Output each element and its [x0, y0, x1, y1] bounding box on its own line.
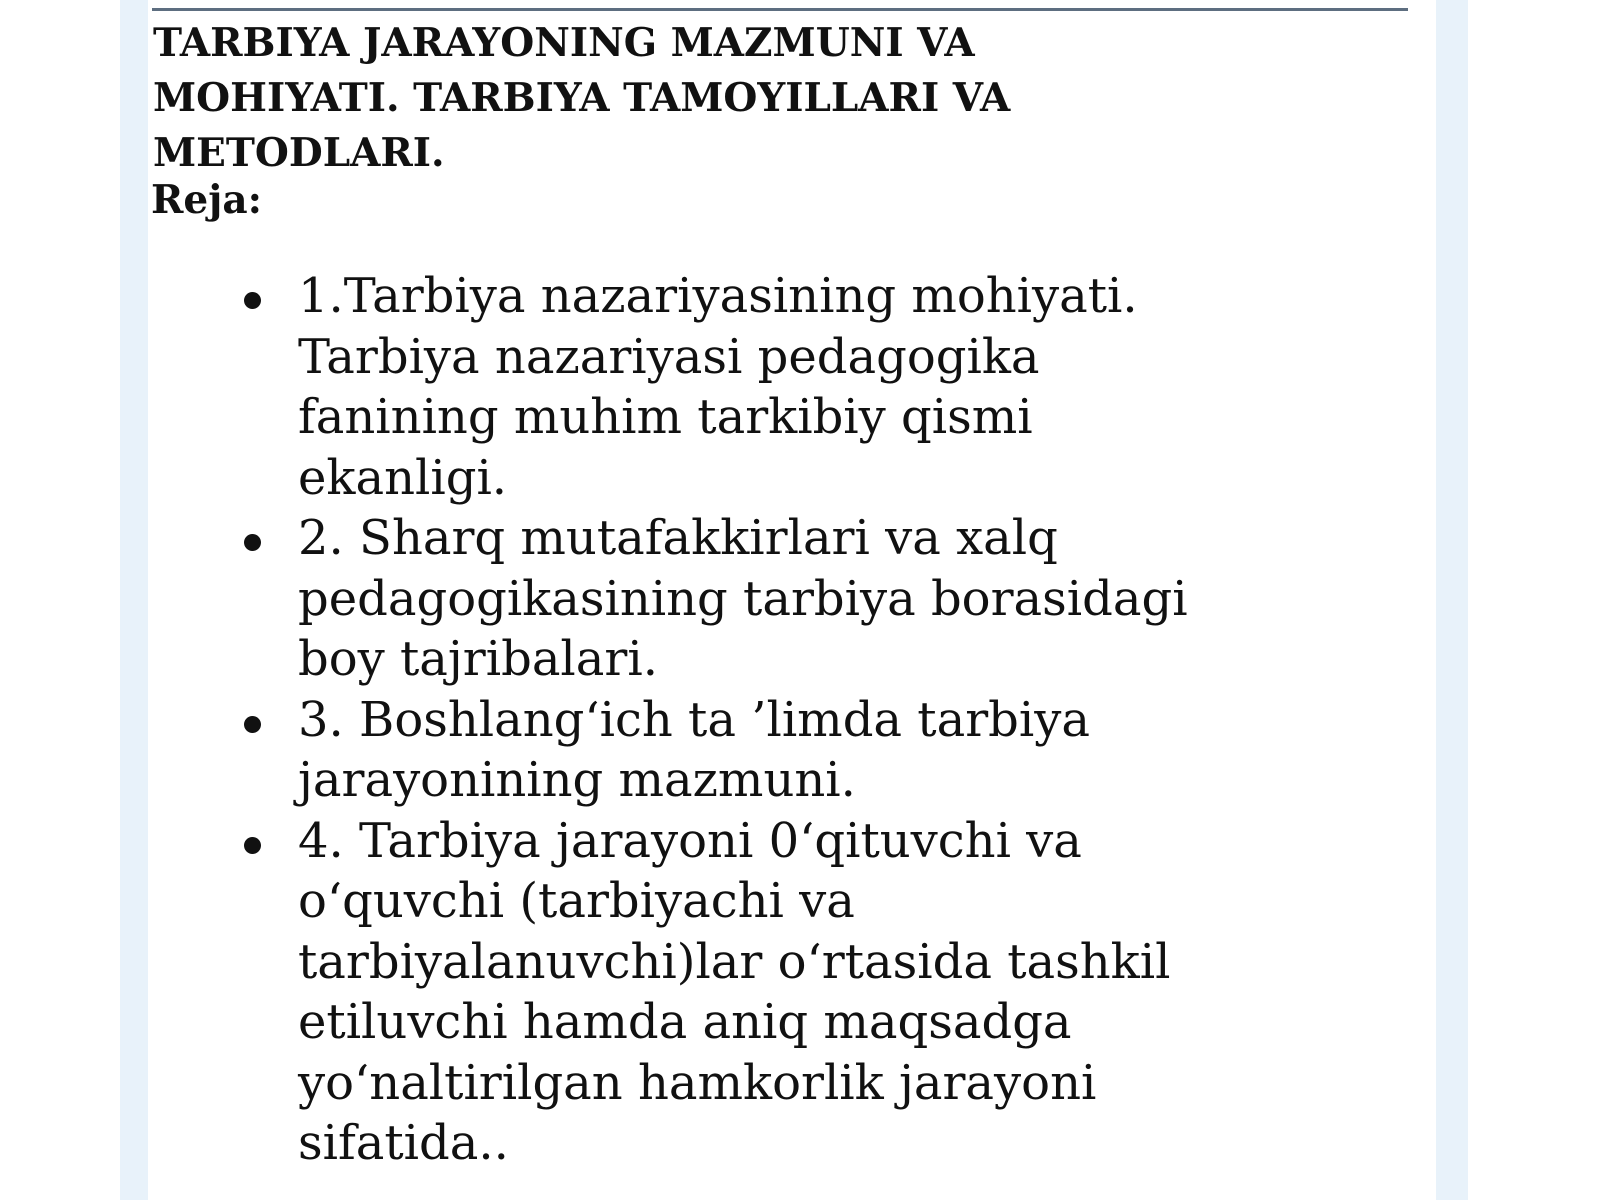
- bullet-icon: [244, 716, 261, 733]
- plan-list: [298, 266, 1418, 1174]
- page-frame-left: [120, 0, 148, 1200]
- plan-item-text: 2. Sharq mutafakkirlari va xalq pedagogikasining tarbiya borasidagi boy tajribalari.: [298, 510, 1188, 687]
- bullet-icon: [244, 534, 261, 551]
- page-frame-right: [1436, 0, 1468, 1200]
- bullet-icon: [244, 837, 261, 854]
- document-title: TARBIYA JARAYONING MAZMUNI VA MOHIYATI. TARBIYA TAMOYILLARI VA METODLARI.: [153, 20, 1011, 176]
- plan-item-3: [298, 690, 1418, 811]
- plan-label: Reja:: [151, 177, 263, 223]
- plan-item-2: [298, 508, 1418, 690]
- plan-item-text: 1.Tarbiya nazariyasining mohiyati. Tarbiya nazariyasi pedagogika fanining muhim tarkibiy qismi ekanligi.: [298, 268, 1138, 506]
- plan-item-4: [298, 811, 1418, 1174]
- plan-item-1: [298, 266, 1418, 508]
- bullet-icon: [244, 292, 261, 309]
- document-page: [148, 0, 1436, 1200]
- plan-item-text: 3. Boshlang‘ich ta ’limda tarbiya jarayonining mazmuni.: [298, 691, 1090, 808]
- top-rule: [152, 8, 1408, 11]
- plan-item-text: 4. Tarbiya jarayoni 0‘qituvchi va o‘quvchi (tarbiyachi va tarbiyalanuvchi)lar o‘rtasida tashkil etiluvchi hamda aniq maqsadga yo‘naltirilgan hamkorlik jarayoni sifatida..: [298, 812, 1171, 1171]
